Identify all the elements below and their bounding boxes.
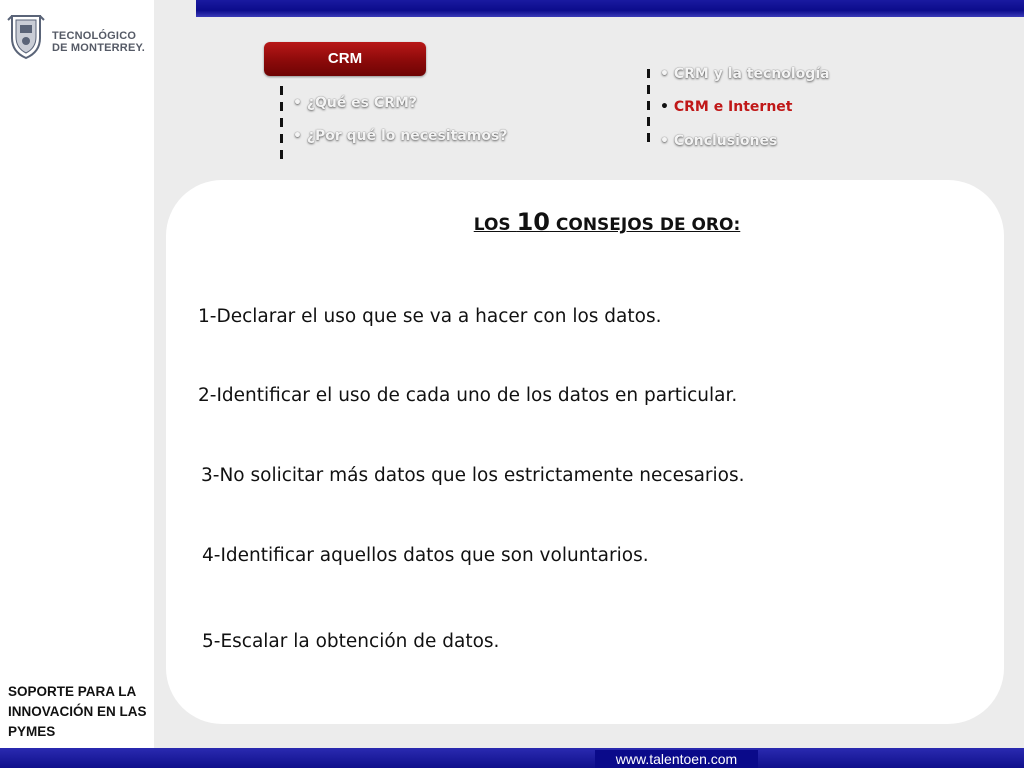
title-suffix: CONSEJOS DE ORO: xyxy=(549,215,741,235)
footer-title: SOPORTE PARA LA INNOVACIÓN EN LAS PYMES xyxy=(8,684,147,739)
nav-item-label: Conclusiones xyxy=(673,133,778,149)
left-column xyxy=(0,0,154,748)
advice-item: 1-Declarar el uso que se va a hacer con los datos. xyxy=(198,306,662,327)
nav-item-crm-tecnologia[interactable] xyxy=(660,66,830,82)
bullet: • xyxy=(293,95,302,111)
brand-line-1: TECNOLÓGICO xyxy=(52,30,137,42)
advice-item: 2-Identificar el uso de cada uno de los datos en particular. xyxy=(198,385,738,406)
bullet: • xyxy=(660,66,669,82)
nav-item-label: ¿Por qué lo necesitamos? xyxy=(306,128,508,144)
bottom-bar xyxy=(0,748,1024,768)
advice-item: 3-No solicitar más datos que los estrictamente necesarios. xyxy=(201,465,745,486)
nav-item-label: CRM e Internet xyxy=(673,99,793,115)
tab-crm[interactable]: CRM xyxy=(264,42,426,76)
nav-item-crm-internet[interactable] xyxy=(660,99,792,115)
divider-left xyxy=(280,86,283,166)
seal-icon xyxy=(6,10,46,60)
nav-item-conclusiones[interactable] xyxy=(660,133,777,149)
tec-monterrey-logo xyxy=(6,10,156,66)
page-title xyxy=(0,208,1024,236)
nav-item-label: ¿Qué es CRM? xyxy=(306,95,417,111)
nav-item-label: CRM y la tecnología xyxy=(673,66,830,82)
brand-line-2: DE MONTERREY. xyxy=(52,42,146,54)
top-accent-bar xyxy=(196,0,1024,17)
brand-text xyxy=(52,30,145,54)
advice-item: 4-Identificar aquellos datos que son voluntarios. xyxy=(202,545,649,566)
nav-item-que-es-crm[interactable] xyxy=(293,95,417,111)
website-link[interactable]: www.talentoen.com xyxy=(595,750,758,768)
divider-right xyxy=(647,69,650,149)
bullet: • xyxy=(660,99,669,115)
advice-item: 5-Escalar la obtención de datos. xyxy=(202,631,500,652)
bullet: • xyxy=(660,133,669,149)
bullet: • xyxy=(293,128,302,144)
nav-item-por-que[interactable] xyxy=(293,128,507,144)
title-prefix: LOS xyxy=(473,215,517,235)
title-number: 10 xyxy=(516,208,550,236)
